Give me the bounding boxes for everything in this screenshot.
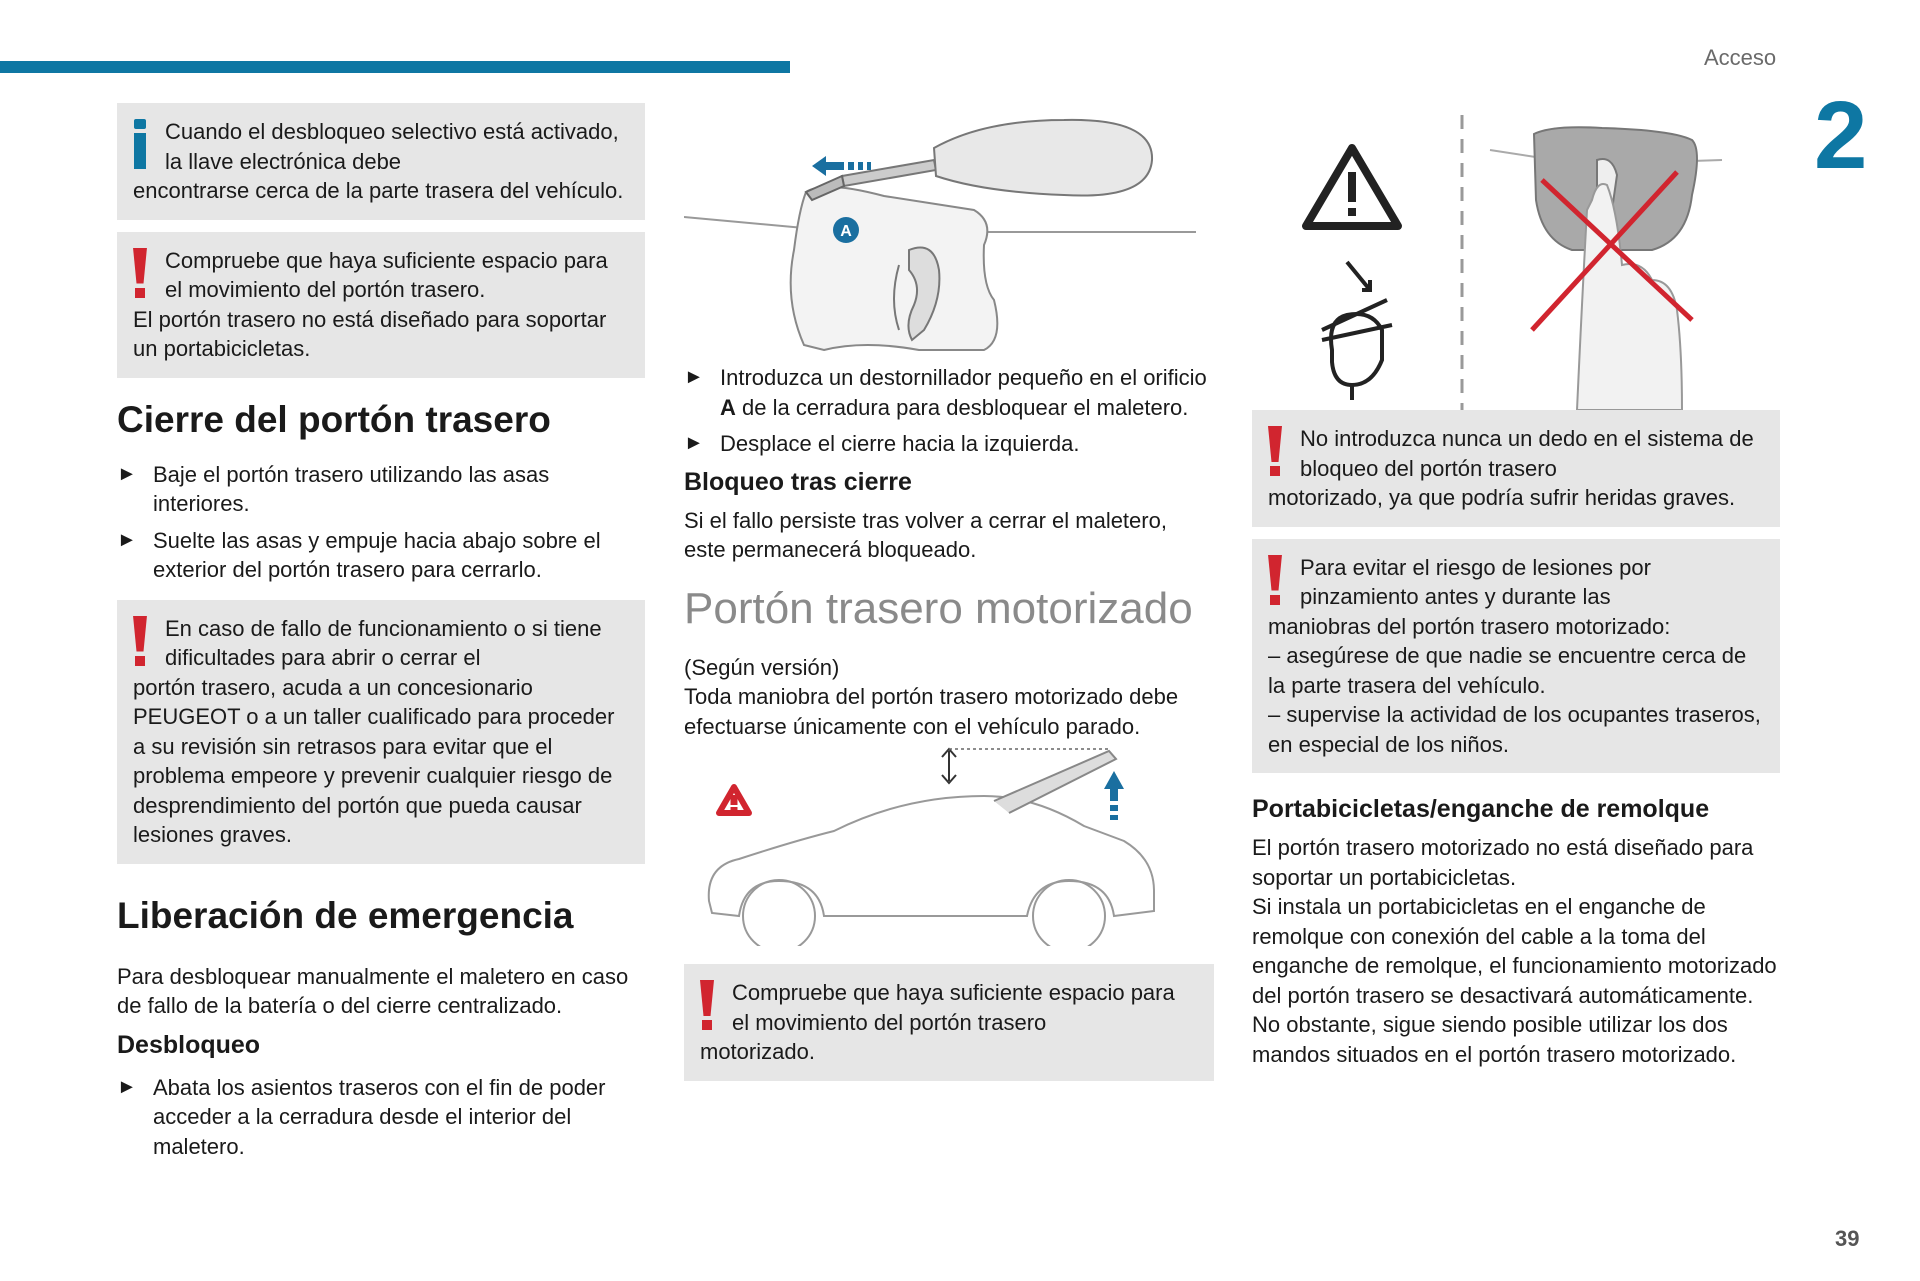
warning-box-malfunction bbox=[117, 600, 645, 864]
section-label: Acceso bbox=[1704, 45, 1777, 70]
column-left bbox=[117, 103, 645, 1168]
bike-rack-p3: No obstante, sigue siendo posible utilizar los dos mandos situados en el portón trasero motorizado. bbox=[1252, 1012, 1737, 1067]
closing-title: Cierre del portón trasero bbox=[117, 398, 551, 440]
unlock-title: Desbloqueo bbox=[117, 1030, 261, 1059]
warning-box-pinch bbox=[1252, 539, 1780, 774]
warning-icon bbox=[1266, 555, 1284, 607]
list-item: ► Abata los asientos traseros con el fin de poder acceder a la cerradura desde el interior del maletero. bbox=[117, 1074, 606, 1159]
bike-rack-p2: Si instala un portabicicletas en el enganche de remolque con conexión del cable a la toma del enganche de remolque, el funcionamiento motorizado del portón trasero se desactivará automáticamente. bbox=[1252, 894, 1777, 1008]
page-number: 39 bbox=[1835, 1226, 1860, 1251]
warning-text-rest: motorizado. bbox=[700, 1039, 815, 1064]
arrow-bullet-icon: ► bbox=[684, 366, 704, 388]
list-item: ► Baje el portón trasero utilizando las asas interiores. bbox=[117, 461, 550, 516]
unlock-procedure bbox=[684, 363, 1214, 459]
finger-pinch-illustration bbox=[1252, 100, 1780, 410]
warning-box-finger bbox=[1252, 410, 1780, 527]
column-right bbox=[1252, 100, 1780, 1069]
warning-box-space bbox=[117, 232, 645, 378]
warning-icon bbox=[131, 248, 149, 300]
warning-text-rest: portón trasero, acuda a un concesionario PEUGEOT o a un taller cualificado para proceder a su revisión sin retrasos para evitar que el problema empeore y prevenir cualquier riesgo de desprendimiento del portón que pueda causar lesiones graves. bbox=[133, 674, 615, 847]
warning-text-line4: – supervise la actividad de los ocupantes traseros, en especial de los niños. bbox=[1268, 702, 1761, 757]
chapter-number: 2 bbox=[1814, 82, 1868, 189]
block-title: Bloqueo tras cierre bbox=[684, 467, 912, 496]
power-tailgate-title: Portón trasero motorizado bbox=[684, 583, 1193, 633]
info-text-first: Cuando el desbloqueo selectivo está activado, la llave electrónica debe bbox=[165, 119, 619, 174]
arrow-bullet-icon: ► bbox=[117, 528, 137, 551]
power-text: Toda maniobra del portón trasero motorizado debe efectuarse únicamente con el vehículo parado. bbox=[684, 684, 1179, 739]
bike-rack-title: Portabicicletas/enganche de remolque bbox=[1252, 795, 1710, 823]
warning-text-first: Compruebe que haya suficiente espacio para el movimiento del portón trasero bbox=[732, 980, 1175, 1035]
emergency-text: Para desbloquear manualmente el maletero en caso de fallo de la batería o del cierre centralizado. bbox=[117, 963, 629, 1018]
arrow-bullet-icon: ► bbox=[117, 1075, 137, 1098]
emergency-title: Liberación de emergencia bbox=[117, 894, 574, 936]
warning-icon bbox=[131, 616, 149, 668]
bike-rack-p1: El portón trasero motorizado no está diseñado para soportar un portabicicletas. bbox=[1252, 835, 1754, 890]
warning-icon bbox=[1266, 426, 1284, 478]
warning-box-space-power bbox=[684, 964, 1214, 1081]
warning-text-line3: – asegúrese de que nadie se encuentre cerca de la parte trasera del vehículo. bbox=[1268, 643, 1747, 698]
lock-label-a: A bbox=[840, 223, 852, 240]
list-item: ► Introduzca un destornillador pequeño en el orificio A de la cerradura para desbloquear el maletero. bbox=[684, 365, 1207, 420]
warning-text-line2: maniobras del portón trasero motorizado: bbox=[1268, 613, 1671, 639]
car-tailgate-illustration bbox=[684, 741, 1214, 946]
closing-steps bbox=[117, 460, 645, 585]
lock-screwdriver-illustration bbox=[684, 100, 1214, 355]
warning-text-first: No introduzca nunca un dedo en el sistema de bloqueo del portón trasero bbox=[1300, 426, 1754, 481]
warning-text-first: Para evitar el riesgo de lesiones por pinzamiento antes y durante las bbox=[1300, 554, 1651, 609]
header-accent-bar bbox=[0, 61, 790, 73]
warning-text-rest: motorizado, ya que podría sufrir heridas graves. bbox=[1268, 485, 1736, 510]
list-item: ► Desplace el cierre hacia la izquierda. bbox=[684, 429, 1214, 459]
power-version: (Según versión) bbox=[684, 654, 840, 680]
block-text: Si el fallo persiste tras volver a cerrar el maletero, este permanecerá bloqueado. bbox=[684, 507, 1167, 562]
unlock-steps bbox=[117, 1073, 645, 1162]
warning-icon bbox=[698, 980, 716, 1032]
info-text-rest: encontrarse cerca de la parte trasera del vehículo. bbox=[133, 178, 624, 203]
arrow-bullet-icon: ► bbox=[684, 432, 704, 454]
info-box bbox=[117, 103, 645, 220]
warning-text-first: En caso de fallo de funcionamiento o si tiene dificultades para abrir o cerrar el bbox=[165, 615, 602, 670]
arrow-bullet-icon: ► bbox=[117, 462, 137, 485]
info-icon bbox=[131, 119, 149, 171]
warning-text-first: Compruebe que haya suficiente espacio para el movimiento del portón trasero. bbox=[165, 247, 608, 302]
warning-text-rest: El portón trasero no está diseñado para soportar un portabicicletas. bbox=[133, 306, 607, 361]
list-item: ► Suelte las asas y empuje hacia abajo sobre el exterior del portón trasero para cerrarlo. bbox=[117, 527, 601, 582]
column-middle bbox=[684, 100, 1214, 1093]
